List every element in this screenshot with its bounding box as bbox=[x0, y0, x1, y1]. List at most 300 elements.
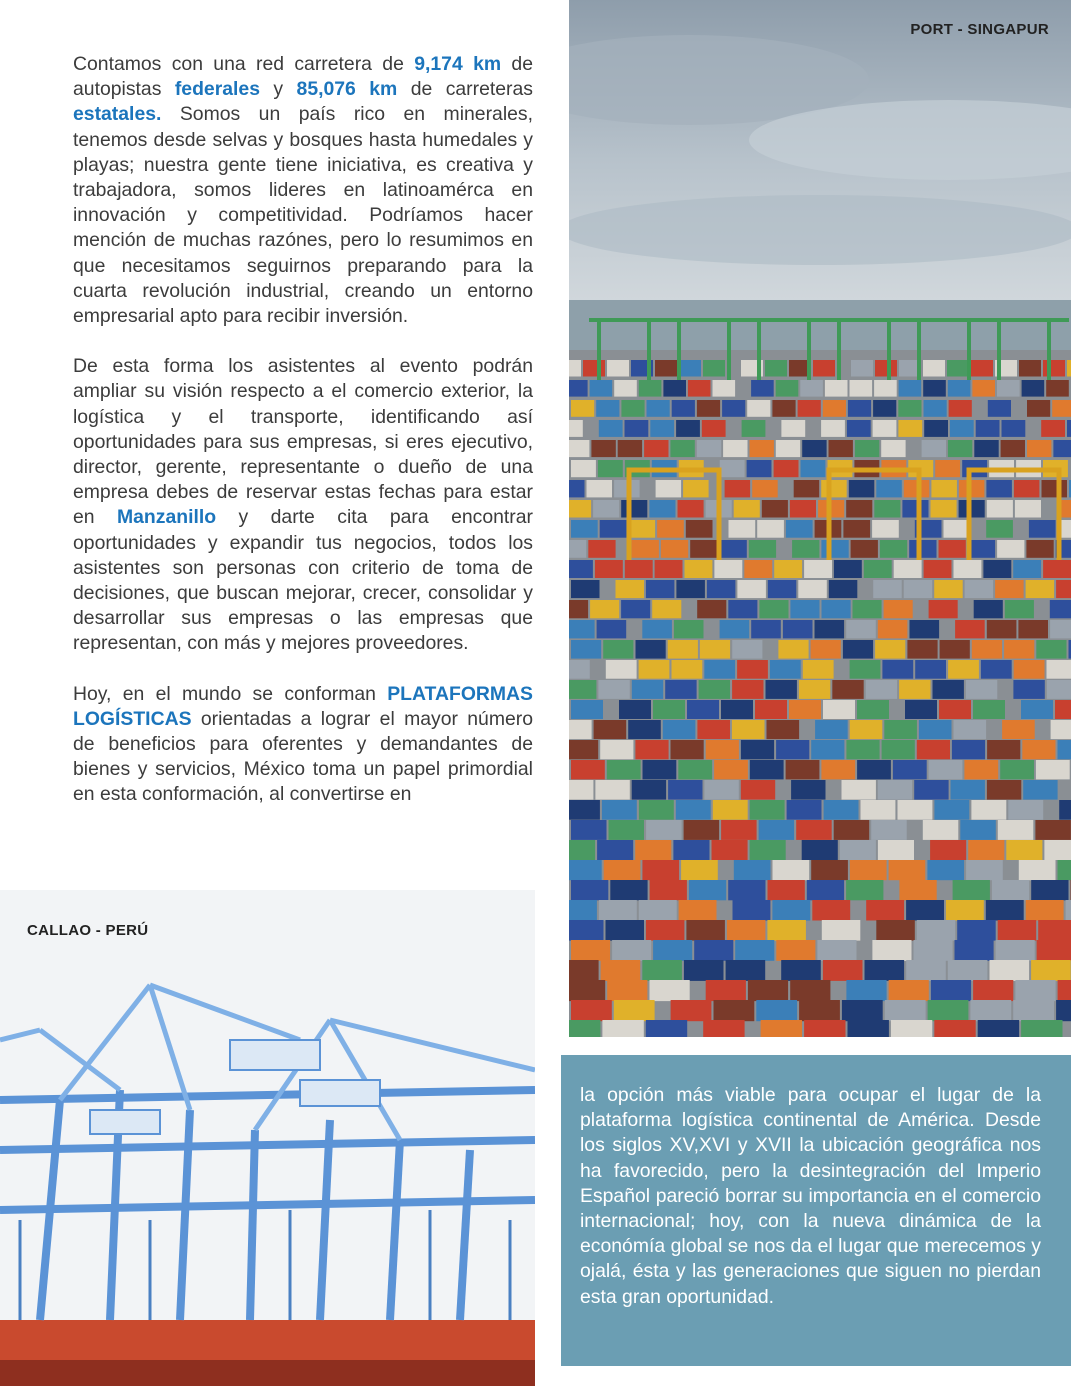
shipping-container bbox=[885, 1000, 926, 1021]
shipping-container bbox=[973, 700, 1005, 719]
shipping-container bbox=[944, 520, 971, 538]
shipping-container bbox=[899, 880, 936, 900]
shipping-container bbox=[792, 540, 819, 558]
shipping-container bbox=[954, 560, 982, 578]
shipping-container bbox=[1013, 680, 1044, 699]
shipping-container bbox=[697, 440, 721, 457]
shipping-container bbox=[671, 740, 704, 759]
shipping-container bbox=[650, 980, 690, 1001]
shipping-container bbox=[569, 620, 595, 638]
shipping-container bbox=[884, 600, 913, 618]
shipping-container bbox=[621, 600, 650, 618]
shipping-container bbox=[727, 920, 766, 941]
shipping-container bbox=[1067, 420, 1071, 437]
shipping-container bbox=[931, 480, 957, 497]
shipping-container bbox=[878, 620, 908, 638]
shipping-container bbox=[957, 920, 996, 941]
shipping-container bbox=[878, 780, 912, 800]
shipping-container bbox=[741, 740, 774, 759]
shipping-container bbox=[951, 780, 985, 800]
shipping-container bbox=[776, 380, 799, 397]
shipping-container bbox=[625, 560, 653, 578]
text: y bbox=[259, 78, 297, 101]
shipping-container bbox=[850, 380, 873, 397]
shipping-container bbox=[607, 980, 647, 1001]
shipping-container bbox=[642, 860, 679, 880]
shipping-container bbox=[781, 960, 821, 981]
shipping-container bbox=[569, 480, 585, 497]
shipping-container bbox=[924, 400, 947, 417]
shipping-container bbox=[917, 740, 950, 759]
shipping-container bbox=[571, 700, 603, 719]
shipping-container bbox=[822, 920, 861, 941]
shipping-container bbox=[972, 380, 995, 397]
shipping-container bbox=[976, 420, 1000, 437]
shipping-container bbox=[747, 460, 772, 477]
shipping-container bbox=[571, 1000, 612, 1021]
shipping-container bbox=[595, 780, 629, 800]
shipping-container bbox=[812, 900, 850, 921]
shipping-container bbox=[1043, 560, 1071, 578]
shipping-container bbox=[931, 980, 971, 1001]
shipping-container bbox=[1038, 920, 1071, 941]
paragraph-3 bbox=[73, 682, 533, 808]
highlight-estatales: estatales. bbox=[73, 103, 162, 126]
shipping-container bbox=[923, 820, 959, 840]
shipping-container bbox=[588, 540, 615, 558]
shipping-container bbox=[1013, 560, 1041, 578]
shipping-container bbox=[636, 640, 666, 659]
shipping-container bbox=[798, 580, 827, 598]
shipping-container bbox=[639, 660, 670, 679]
shipping-container bbox=[590, 380, 613, 397]
shipping-container bbox=[997, 380, 1020, 397]
shipping-container bbox=[907, 640, 937, 659]
shipping-container bbox=[971, 360, 993, 377]
gantry-cranes-illustration bbox=[0, 890, 535, 1386]
shipping-container bbox=[834, 820, 870, 840]
shipping-container bbox=[751, 380, 774, 397]
shipping-container bbox=[909, 540, 936, 558]
shipping-container bbox=[774, 460, 799, 477]
shipping-container bbox=[650, 420, 674, 437]
shipping-container bbox=[972, 640, 1002, 659]
shipping-container bbox=[811, 860, 848, 880]
shipping-container bbox=[873, 420, 897, 437]
shipping-container bbox=[713, 800, 748, 820]
shipping-container bbox=[752, 480, 778, 497]
shipping-container bbox=[598, 460, 623, 477]
paragraph-2 bbox=[73, 354, 533, 656]
shipping-container bbox=[750, 760, 784, 779]
shipping-container bbox=[621, 500, 647, 518]
shipping-container bbox=[899, 380, 922, 397]
shipping-container bbox=[804, 1020, 845, 1037]
shipping-container bbox=[1058, 860, 1071, 880]
shipping-container bbox=[1019, 860, 1056, 880]
shipping-container bbox=[873, 400, 896, 417]
shipping-container bbox=[783, 620, 813, 638]
shipping-container bbox=[688, 380, 711, 397]
shipping-container bbox=[655, 560, 683, 578]
shipping-container bbox=[823, 960, 863, 981]
shipping-container bbox=[569, 680, 596, 699]
shipping-container bbox=[815, 720, 848, 739]
shipping-container bbox=[1027, 400, 1050, 417]
shipping-container bbox=[846, 880, 883, 900]
shipping-container bbox=[923, 360, 945, 377]
continuation-text-box bbox=[561, 1055, 1071, 1366]
shipping-container bbox=[602, 1020, 643, 1037]
shipping-container bbox=[931, 500, 957, 518]
shipping-container bbox=[790, 600, 819, 618]
shipping-container bbox=[1015, 500, 1041, 518]
callao-port-photo bbox=[0, 890, 535, 1386]
shipping-container bbox=[665, 680, 696, 699]
shipping-container bbox=[801, 460, 826, 477]
shipping-container bbox=[712, 840, 748, 860]
shipping-container bbox=[988, 400, 1011, 417]
shipping-container bbox=[762, 500, 788, 518]
shipping-container bbox=[703, 1020, 744, 1037]
shipping-container bbox=[891, 1020, 932, 1037]
shipping-container bbox=[843, 640, 873, 659]
shipping-container bbox=[880, 540, 907, 558]
shipping-container bbox=[706, 740, 739, 759]
shipping-container bbox=[1029, 520, 1056, 538]
shipping-container bbox=[1026, 540, 1053, 558]
shipping-container bbox=[621, 400, 644, 417]
shipping-container bbox=[628, 720, 661, 739]
shipping-container bbox=[603, 640, 633, 659]
shipping-container bbox=[722, 400, 745, 417]
shipping-container bbox=[866, 680, 897, 699]
shipping-container bbox=[851, 540, 878, 558]
shipping-container bbox=[973, 980, 1013, 1001]
shipping-container bbox=[650, 880, 687, 900]
shipping-container bbox=[914, 780, 948, 800]
shipping-container bbox=[686, 920, 725, 941]
shipping-container bbox=[817, 940, 856, 961]
shipping-container bbox=[948, 660, 979, 679]
shipping-container bbox=[767, 920, 806, 941]
singapur-port-photo bbox=[569, 0, 1071, 1037]
shipping-container bbox=[706, 980, 746, 1001]
shipping-container bbox=[846, 980, 886, 1001]
shipping-container bbox=[935, 460, 960, 477]
shipping-container bbox=[689, 880, 726, 900]
shipping-container bbox=[587, 480, 613, 497]
shipping-container bbox=[1050, 600, 1071, 618]
shipping-container bbox=[602, 800, 637, 820]
shipping-container bbox=[857, 700, 889, 719]
shipping-container bbox=[646, 920, 685, 941]
shipping-container bbox=[924, 420, 948, 437]
shipping-container bbox=[750, 800, 785, 820]
shipping-container bbox=[1047, 660, 1071, 679]
shipping-container bbox=[802, 440, 826, 457]
shipping-container bbox=[881, 440, 905, 457]
shipping-container bbox=[639, 800, 674, 820]
shipping-container bbox=[1027, 440, 1051, 457]
shipping-container bbox=[1055, 700, 1071, 719]
shipping-container bbox=[734, 500, 760, 518]
shipping-container bbox=[732, 720, 765, 739]
shipping-container bbox=[1066, 900, 1071, 921]
shipping-container bbox=[647, 400, 670, 417]
shipping-container bbox=[986, 520, 1013, 538]
shipping-container bbox=[676, 800, 711, 820]
shipping-container bbox=[910, 620, 940, 638]
shipping-container bbox=[770, 660, 801, 679]
shipping-container bbox=[866, 900, 904, 921]
shipping-container bbox=[704, 780, 738, 800]
shipping-container bbox=[832, 680, 863, 699]
shipping-container bbox=[683, 480, 709, 497]
shipping-container bbox=[948, 440, 972, 457]
shipping-container bbox=[1014, 480, 1040, 497]
shipping-container bbox=[612, 940, 651, 961]
shipping-container bbox=[673, 840, 709, 860]
shipping-container bbox=[569, 740, 598, 759]
shipping-container bbox=[732, 680, 763, 699]
paragraph-1 bbox=[73, 52, 533, 329]
shipping-container bbox=[748, 980, 788, 1001]
shipping-container bbox=[672, 400, 695, 417]
shipping-container bbox=[1056, 1000, 1071, 1021]
shipping-container bbox=[821, 760, 855, 779]
shipping-container bbox=[690, 540, 717, 558]
shipping-container bbox=[672, 660, 703, 679]
shipping-container bbox=[802, 840, 838, 860]
shipping-container bbox=[829, 440, 853, 457]
shipping-container bbox=[628, 520, 655, 538]
shipping-container bbox=[811, 640, 841, 659]
shipping-container bbox=[1058, 740, 1071, 759]
shipping-container bbox=[699, 680, 730, 699]
shipping-container bbox=[590, 600, 619, 618]
shipping-container bbox=[821, 420, 845, 437]
shipping-container bbox=[728, 600, 757, 618]
shipping-container bbox=[974, 600, 1003, 618]
shipping-container bbox=[1041, 420, 1065, 437]
shipping-container bbox=[571, 940, 610, 961]
shipping-container bbox=[1018, 620, 1048, 638]
shipping-container bbox=[776, 440, 800, 457]
shipping-container bbox=[829, 580, 858, 598]
shipping-container bbox=[848, 400, 871, 417]
shipping-container bbox=[618, 440, 642, 457]
shipping-container bbox=[834, 560, 862, 578]
shipping-container bbox=[756, 1000, 797, 1021]
shipping-container bbox=[781, 420, 805, 437]
container-yard-illustration bbox=[569, 0, 1071, 1037]
shipping-container bbox=[720, 460, 745, 477]
shipping-container bbox=[729, 520, 756, 538]
shipping-container bbox=[865, 960, 905, 981]
shipping-container bbox=[1050, 620, 1071, 638]
shipping-container bbox=[643, 760, 677, 779]
shipping-container bbox=[774, 560, 802, 578]
shipping-container bbox=[571, 820, 607, 840]
shipping-container bbox=[591, 440, 615, 457]
shipping-container bbox=[861, 800, 896, 820]
shipping-container bbox=[992, 880, 1029, 900]
article-body bbox=[73, 52, 533, 833]
shipping-container bbox=[768, 880, 805, 900]
shipping-container bbox=[853, 600, 882, 618]
shipping-container bbox=[676, 420, 700, 437]
shipping-container bbox=[998, 920, 1036, 941]
shipping-container bbox=[1036, 640, 1066, 659]
shipping-container bbox=[871, 820, 907, 840]
shipping-container bbox=[661, 540, 688, 558]
shipping-container bbox=[939, 700, 971, 719]
shipping-container bbox=[959, 500, 985, 518]
shipping-container bbox=[794, 480, 820, 497]
highlight-federales: federales bbox=[174, 78, 260, 101]
shipping-container bbox=[755, 700, 787, 719]
shipping-container bbox=[768, 580, 797, 598]
shipping-container bbox=[813, 360, 835, 377]
shipping-container bbox=[1067, 360, 1071, 377]
shipping-container bbox=[872, 520, 899, 538]
shipping-container bbox=[569, 800, 600, 820]
shipping-container bbox=[1042, 480, 1068, 497]
shipping-container bbox=[889, 980, 929, 1001]
shipping-container bbox=[964, 760, 998, 779]
shipping-container bbox=[678, 760, 712, 779]
shipping-container bbox=[759, 820, 795, 840]
shipping-container bbox=[670, 440, 694, 457]
shipping-container bbox=[960, 820, 996, 840]
shipping-container bbox=[798, 400, 821, 417]
shipping-container bbox=[767, 720, 800, 739]
shipping-container bbox=[872, 940, 911, 961]
shipping-container bbox=[720, 620, 750, 638]
shipping-container bbox=[786, 520, 813, 538]
shipping-container bbox=[606, 920, 645, 941]
shipping-container bbox=[987, 620, 1017, 638]
shipping-container bbox=[652, 600, 681, 618]
shipping-container bbox=[933, 680, 964, 699]
shipping-container bbox=[1022, 740, 1055, 759]
shipping-container bbox=[681, 860, 718, 880]
shipping-container bbox=[646, 580, 675, 598]
shipping-container bbox=[599, 420, 623, 437]
shipping-container bbox=[1046, 380, 1069, 397]
shipping-container bbox=[791, 780, 825, 800]
shipping-container bbox=[597, 620, 627, 638]
shipping-container bbox=[983, 560, 1011, 578]
shipping-container bbox=[1022, 380, 1045, 397]
shipping-container bbox=[846, 500, 872, 518]
shipping-container bbox=[823, 400, 846, 417]
shipping-container bbox=[747, 400, 770, 417]
highlight-state-km: 85,076 km bbox=[296, 78, 398, 101]
shipping-container bbox=[1014, 660, 1045, 679]
shipping-container bbox=[594, 720, 627, 739]
shipping-container bbox=[678, 500, 704, 518]
shipping-container bbox=[899, 680, 930, 699]
shipping-container bbox=[889, 860, 926, 880]
shipping-container bbox=[1021, 700, 1053, 719]
shipping-container bbox=[971, 800, 1006, 820]
shipping-container bbox=[757, 520, 784, 538]
shipping-container bbox=[902, 500, 928, 518]
shipping-container bbox=[882, 740, 915, 759]
shipping-container bbox=[569, 960, 599, 981]
shipping-container bbox=[571, 400, 594, 417]
shipping-container bbox=[906, 960, 946, 981]
shipping-container bbox=[855, 440, 879, 457]
highlight-federal-km: 9,174 km bbox=[414, 53, 502, 75]
shipping-container bbox=[949, 400, 972, 417]
shipping-container bbox=[700, 640, 730, 659]
shipping-container bbox=[986, 480, 1012, 497]
shipping-container bbox=[948, 960, 988, 981]
shipping-container bbox=[759, 600, 788, 618]
shipping-container bbox=[787, 800, 822, 820]
shipping-container bbox=[761, 1020, 802, 1037]
shipping-container bbox=[878, 840, 914, 860]
shipping-container bbox=[875, 360, 897, 377]
shipping-container bbox=[707, 580, 736, 598]
shipping-container bbox=[644, 440, 668, 457]
shipping-container bbox=[990, 960, 1030, 981]
shipping-container bbox=[668, 780, 702, 800]
shipping-container bbox=[790, 980, 830, 1001]
shipping-container bbox=[653, 700, 685, 719]
shipping-container bbox=[840, 840, 876, 860]
shipping-container bbox=[639, 900, 677, 921]
shipping-container bbox=[815, 620, 845, 638]
shipping-container bbox=[596, 400, 619, 417]
shipping-container bbox=[1023, 780, 1057, 800]
shipping-container bbox=[917, 920, 956, 941]
shipping-container bbox=[694, 940, 733, 961]
shipping-container bbox=[649, 500, 675, 518]
shipping-container bbox=[1001, 440, 1025, 457]
shipping-container bbox=[599, 900, 637, 921]
shipping-container bbox=[904, 580, 933, 598]
shipping-container bbox=[571, 640, 601, 659]
box-paragraph: la opción más viable para ocupar el lugar de la plataforma logística continental de América. Desde los siglos XV,XVI y XVII la ubicación geográfica nos ha favorecido, pero la desintegración del Imperio Español pareció borrar su importancia en el comercio internacional; hoy, con la nueva dinámica de la económía global se nos da el lugar que merecemos y ojalá, ésta y las generaciones que siguen no pierdan esta gran oportunidad. bbox=[580, 1084, 1041, 1308]
shipping-container bbox=[940, 640, 970, 659]
shipping-container bbox=[569, 980, 605, 1001]
shipping-container bbox=[1036, 760, 1070, 779]
shipping-container bbox=[632, 540, 659, 558]
shipping-container bbox=[915, 660, 946, 679]
shipping-container bbox=[734, 860, 771, 880]
shipping-container bbox=[646, 1020, 687, 1037]
shipping-container bbox=[952, 740, 985, 759]
shipping-container bbox=[955, 940, 994, 961]
shipping-container bbox=[569, 440, 589, 457]
shipping-container bbox=[703, 360, 725, 377]
shipping-container bbox=[842, 780, 876, 800]
shipping-container bbox=[821, 540, 848, 558]
shipping-container bbox=[684, 820, 720, 840]
shipping-container bbox=[714, 760, 748, 779]
shipping-container bbox=[571, 460, 596, 477]
shipping-container bbox=[610, 880, 647, 900]
shipping-container bbox=[1051, 720, 1071, 739]
shipping-container bbox=[850, 860, 887, 880]
shipping-container bbox=[796, 820, 832, 840]
shipping-container bbox=[569, 860, 602, 880]
shipping-container bbox=[954, 720, 987, 739]
